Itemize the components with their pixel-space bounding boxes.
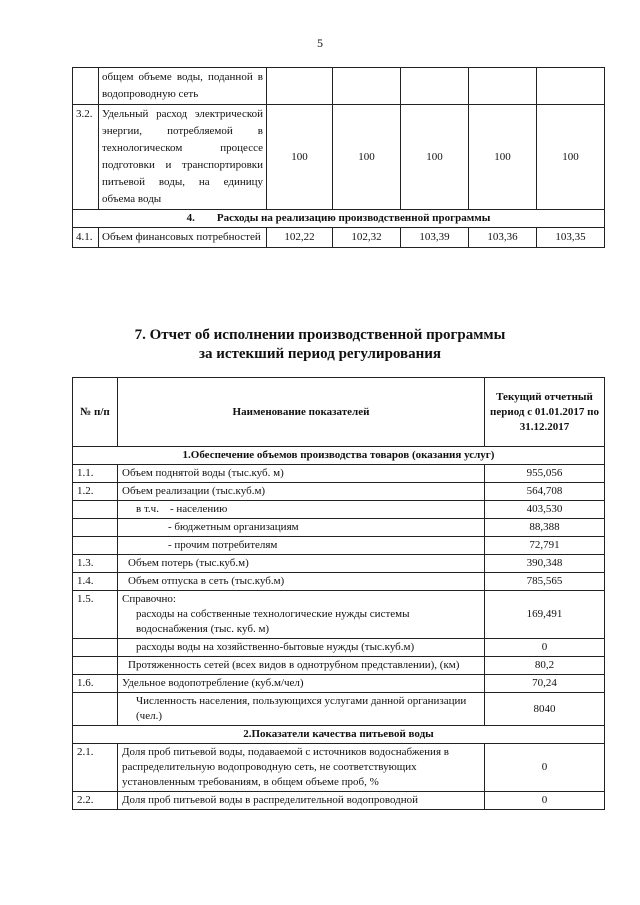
row-number: 1.4.	[73, 573, 118, 591]
table-row	[73, 483, 605, 501]
value-cell: 8040	[485, 693, 605, 726]
header-period: Текущий отчетный период с 01.01.2017 по 31.12.2017	[485, 378, 605, 447]
indicator-name: Объем отпуска в сеть (тыс.куб.м)	[118, 573, 485, 591]
page-number: 5	[317, 36, 323, 50]
indicator-name	[118, 591, 485, 639]
value-cell: 100	[267, 105, 333, 210]
table-row	[73, 228, 605, 248]
value-cell: 103,36	[469, 228, 537, 248]
indicator-name: Объем реализации (тыс.куб.м)	[118, 483, 485, 501]
indicator-name: Доля проб питьевой воды, подаваемой с источников водоснабжения в распределительную водопроводную сеть, не соответствующих установленным требованиям, в общем объеме проб, %	[118, 744, 485, 792]
value-cell: 564,708	[485, 483, 605, 501]
indicator-name: - прочим потребителям	[118, 537, 485, 555]
value-cell: 102,32	[333, 228, 401, 248]
section-title: 1.Обеспечение объемов производства товаров (оказания услуг)	[73, 447, 605, 465]
value-cell: 100	[401, 105, 469, 210]
value-cell: 70,24	[485, 675, 605, 693]
indicator-name: Удельный расход электрической энергии, потребляемой в технологическом процессе подготовки и транспортировки питьевой воды, на единицу объема воды	[99, 105, 267, 210]
indicator-name: Объем поднятой воды (тыс.куб. м)	[118, 465, 485, 483]
value-cell: 100	[333, 105, 401, 210]
value-cell: 80,2	[485, 657, 605, 675]
value-cell: 0	[485, 744, 605, 792]
indicator-name: Доля проб питьевой воды в распределительной водопроводной	[118, 792, 485, 810]
indicator-name: Объем потерь (тыс.куб.м)	[118, 555, 485, 573]
indicator-name: Объем финансовых потребностей	[99, 228, 267, 248]
row-number: 1.3.	[73, 555, 118, 573]
table-row	[73, 105, 605, 210]
value-cell: 72,791	[485, 537, 605, 555]
row-number	[73, 693, 118, 726]
section-heading	[0, 326, 640, 364]
value-cell: 88,388	[485, 519, 605, 537]
row-number	[73, 537, 118, 555]
row-number	[73, 639, 118, 657]
value-cell: 169,491	[485, 591, 605, 639]
row-number: 3.2.	[73, 105, 99, 210]
indicator-name: Протяженность сетей (всех видов в однотрубном представлении), (км)	[118, 657, 485, 675]
value-cell: 103,35	[537, 228, 605, 248]
table-row	[73, 465, 605, 483]
indicator-name: Удельное водопотребление (куб.м/чел)	[118, 675, 485, 693]
table-row	[73, 555, 605, 573]
table-row	[73, 573, 605, 591]
table-header-row	[73, 378, 605, 447]
row-number: 1.2.	[73, 483, 118, 501]
row-number	[73, 519, 118, 537]
value-cell: 100	[537, 105, 605, 210]
indicator-name: - бюджетным организациям	[118, 519, 485, 537]
indicator-name: в т.ч. - населению	[118, 501, 485, 519]
value-cell: 955,056	[485, 465, 605, 483]
value-cell: 0	[485, 639, 605, 657]
table-row	[73, 675, 605, 693]
value-cell: 390,348	[485, 555, 605, 573]
value-cell: 785,565	[485, 573, 605, 591]
heading-line-2: за истекший период регулирования	[198, 346, 442, 362]
table-row	[73, 639, 605, 657]
table-row	[73, 744, 605, 792]
value-cell: 100	[469, 105, 537, 210]
table-row	[73, 591, 605, 639]
table-row	[73, 792, 605, 810]
section-row	[73, 447, 605, 465]
table-row	[73, 657, 605, 675]
table-row	[73, 68, 605, 105]
row-number: 1.6.	[73, 675, 118, 693]
indicator-name: Численность населения, пользующихся услугами данной организации (чел.)	[118, 693, 485, 726]
indicator-name: расходы на собственные технологические нужды системы водоснабжения (тыс. куб. м)	[136, 608, 410, 635]
row-number	[73, 501, 118, 519]
report-table	[72, 377, 605, 810]
reference-label: Справочно:	[122, 593, 176, 605]
indicator-name: общем объеме воды, поданной в водопроводную сеть	[99, 68, 267, 105]
row-number: 1.5.	[73, 591, 118, 639]
row-number: 4.1.	[73, 228, 99, 248]
indicators-table-continued	[72, 67, 605, 248]
row-number	[73, 657, 118, 675]
header-number: № п/п	[73, 378, 118, 447]
table-row	[73, 537, 605, 555]
row-number: 2.1.	[73, 744, 118, 792]
section-row	[73, 726, 605, 744]
value-cell: 0	[485, 792, 605, 810]
value-cell: 103,39	[401, 228, 469, 248]
heading-line-1: 7. Отчет об исполнении производственной программы	[134, 327, 506, 343]
section-title: 2.Показатели качества питьевой воды	[73, 726, 605, 744]
value-cell: 403,530	[485, 501, 605, 519]
value-cell: 102,22	[267, 228, 333, 248]
table-row	[73, 693, 605, 726]
table-row	[73, 519, 605, 537]
row-number	[73, 68, 99, 105]
indicator-name: расходы воды на хозяйственно-бытовые нужды (тыс.куб.м)	[118, 639, 485, 657]
row-number: 1.1.	[73, 465, 118, 483]
header-name: Наименование показателей	[118, 378, 485, 447]
table-row	[73, 501, 605, 519]
row-number: 2.2.	[73, 792, 118, 810]
section-title: 4. Расходы на реализацию производственной программы	[73, 210, 605, 228]
section-row	[73, 210, 605, 228]
